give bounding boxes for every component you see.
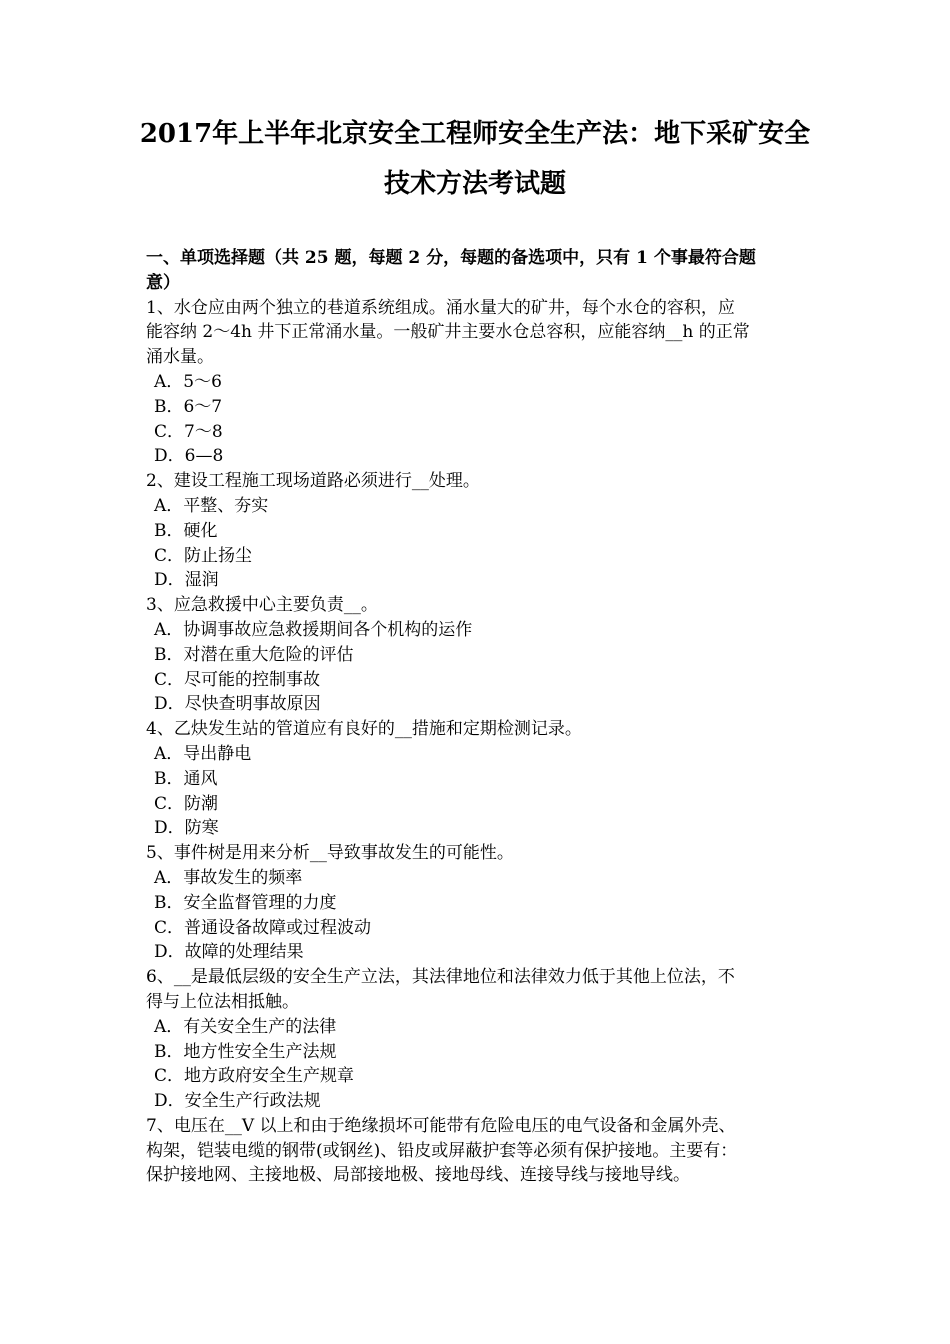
answer-option: A．协调事故应急救援期间各个机构的运作 <box>154 619 473 640</box>
answer-option: C．防潮 <box>154 793 219 814</box>
answer-option: B．对潜在重大危险的评估 <box>154 644 354 665</box>
question-text-line: 7、电压在__V 以上和由于绝缘损坏可能带有危险电压的电气设备和金属外壳、 <box>146 1115 736 1136</box>
answer-option: B．6～7 <box>154 396 223 417</box>
answer-option: C．普通设备故障或过程波动 <box>154 917 372 938</box>
question-text-line: 1、水仓应由两个独立的巷道系统组成。涌水量大的矿井，每个水仓的容积，应 <box>146 297 735 318</box>
answer-option: A．有关安全生产的法律 <box>154 1016 337 1037</box>
question-item <box>146 593 810 717</box>
document-title-continued <box>100 168 850 200</box>
answer-option: A．事故发生的频率 <box>154 867 303 888</box>
answer-option: D．安全生产行政法规 <box>154 1091 321 1112</box>
answer-option: D．6—8 <box>154 446 224 467</box>
title-line-2: 技术方法考试题 <box>383 169 566 199</box>
question-text-line: 得与上位法相抵触。 <box>146 991 299 1012</box>
answer-option: B．通风 <box>154 768 218 789</box>
title-line-1: 2017年上半年北京安全工程师安全生产法：地下采矿安全 <box>139 119 811 149</box>
question-item <box>146 841 810 965</box>
answer-option: D．故障的处理结果 <box>154 942 304 963</box>
section-heading-line-1: 一、单项选择题（共 25 题，每题 2 分，每题的备选项中，只有 1 个事最符合题 <box>146 248 756 268</box>
question-item <box>146 965 810 1114</box>
answer-option: C．地方政府安全生产规章 <box>154 1066 355 1087</box>
document-body <box>146 246 810 1188</box>
answer-option: D．湿润 <box>154 570 219 591</box>
section-heading <box>146 246 810 296</box>
question-item <box>146 469 810 593</box>
answer-option: D．尽快查明事故原因 <box>154 694 321 715</box>
question-item <box>146 717 810 841</box>
answer-option: C．防止扬尘 <box>154 545 253 566</box>
question-item <box>146 296 810 470</box>
answer-option: C．尽可能的控制事故 <box>154 669 321 690</box>
question-list <box>146 296 810 1189</box>
question-text-line: 保护接地网、主接地极、局部接地极、接地母线、连接导线与接地导线。 <box>146 1165 690 1186</box>
question-item <box>146 1114 810 1188</box>
section-heading-line-2: 意） <box>146 272 180 293</box>
document-title <box>100 118 850 150</box>
answer-option: B．地方性安全生产法规 <box>154 1041 337 1062</box>
question-text-line: 涌水量。 <box>146 347 214 368</box>
answer-option: A．5～6 <box>154 371 222 392</box>
answer-option: B．安全监督管理的力度 <box>154 892 337 913</box>
question-text-line: 2、建设工程施工现场道路必须进行__处理。 <box>146 471 480 492</box>
answer-option: C．7～8 <box>154 421 223 442</box>
question-text-line: 6、__是最低层级的安全生产立法，其法律地位和法律效力低于其他上位法，不 <box>146 967 735 988</box>
answer-option: B．硬化 <box>154 520 218 541</box>
answer-option: A．平整、夯实 <box>154 495 269 516</box>
question-text-line: 4、乙炔发生站的管道应有良好的__措施和定期检测记录。 <box>146 719 582 740</box>
question-text-line: 3、应急救援中心主要负责__。 <box>146 595 378 616</box>
answer-option: D．防寒 <box>154 818 219 839</box>
answer-option: A．导出静电 <box>154 743 252 764</box>
question-text-line: 5、事件树是用来分析__导致事故发生的可能性。 <box>146 843 514 864</box>
question-text-line: 能容纳 2～4h 井下正常涌水量。一般矿井主要水仓总容积，应能容纳__h 的正常 <box>146 322 750 343</box>
question-text-line: 构架，铠装电缆的钢带(或钢丝)、铅皮或屏蔽护套等必须有保护接地。主要有： <box>146 1140 738 1161</box>
